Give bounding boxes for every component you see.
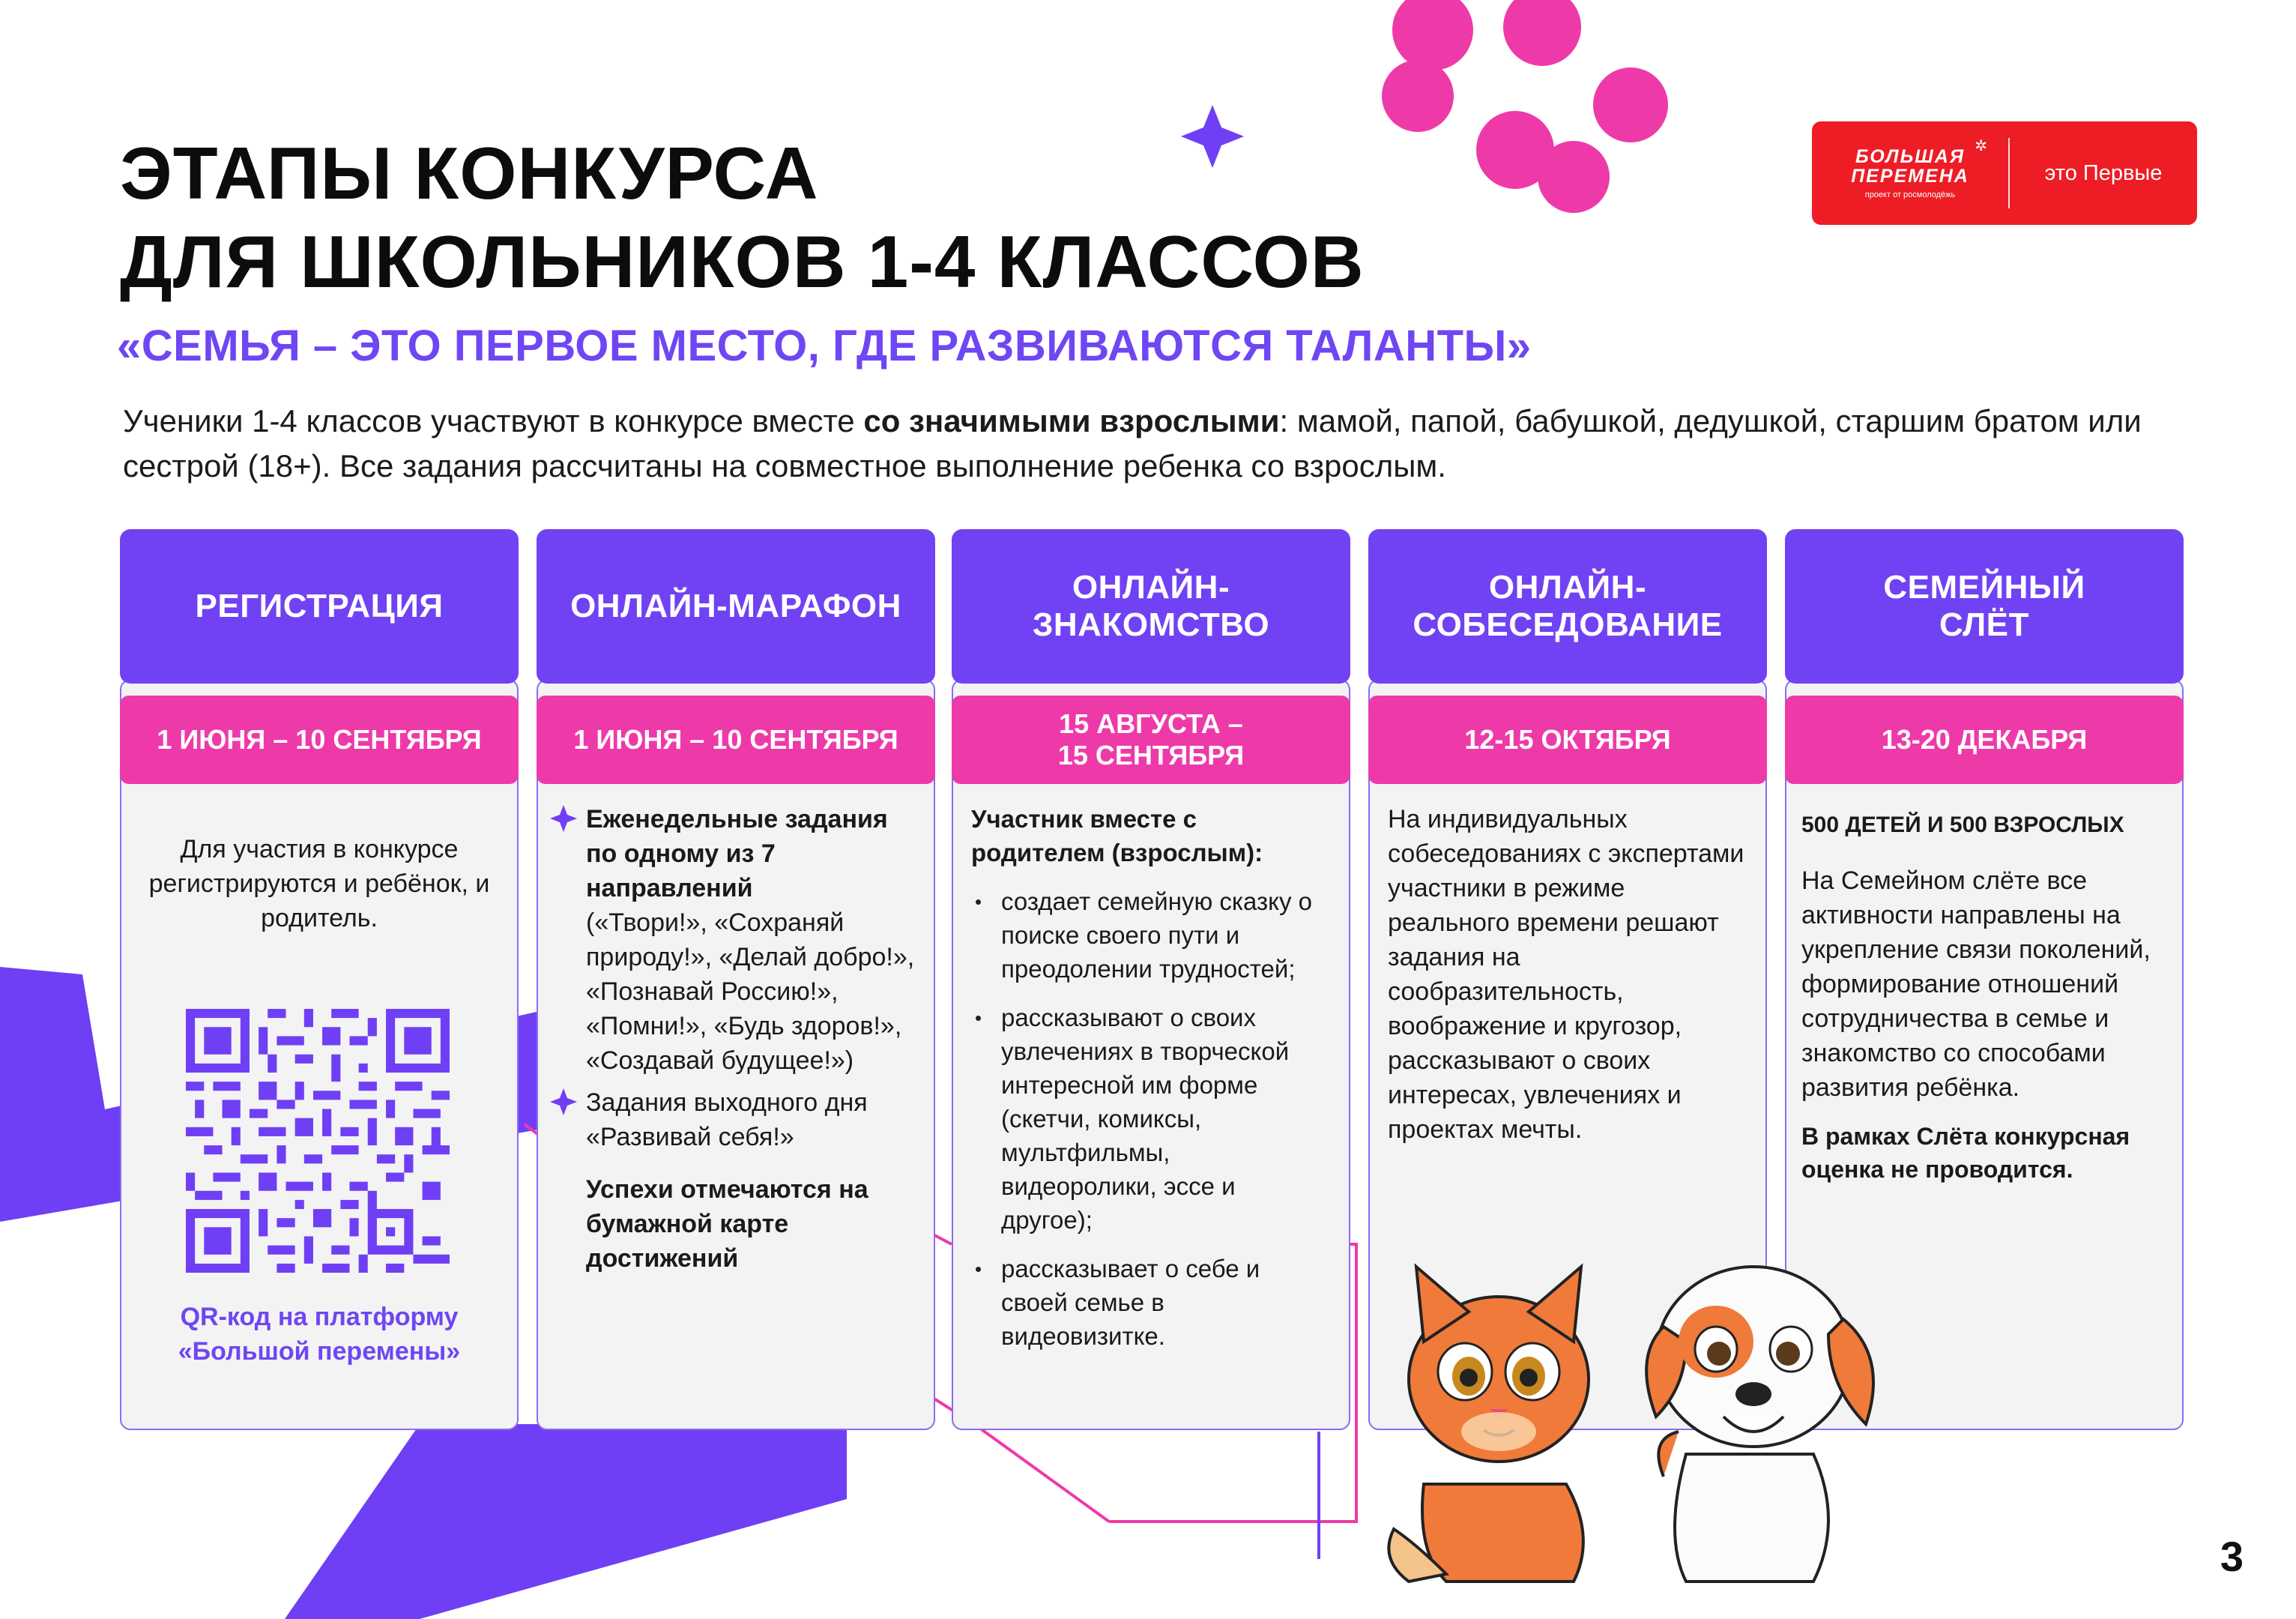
dog-icon xyxy=(1646,1267,1873,1582)
card-date: 13-20 ДЕКАБРЯ xyxy=(1785,696,2184,784)
card-header xyxy=(1785,529,2184,684)
card-lead: Участник вместе с родителем (взрослым): xyxy=(971,805,1263,866)
bullet-bold: Еженедельные задания по одному из 7 направлений xyxy=(586,805,888,902)
title-line-2: ДЛЯ ШКОЛЬНИКОВ 1-4 КЛАССОВ xyxy=(120,220,1365,303)
bullet-item xyxy=(552,1085,916,1154)
stage-card-online-acquaintance xyxy=(952,529,1350,1430)
logo-sparkle-icon: ✲ xyxy=(1975,138,1987,154)
card-header xyxy=(1368,529,1767,684)
star-bullet-icon xyxy=(549,1087,578,1117)
intro-bold: со значимыми взрослыми xyxy=(863,403,1280,438)
bullet-text: («Твори!», «Сохраняй природу!», «Делай добро!», «Познавай Россию!», «Помни!», «Будь здоров!», «Создавай будущее!») xyxy=(586,908,915,1075)
card-date xyxy=(952,696,1350,784)
intro-text xyxy=(123,399,2221,489)
card-text xyxy=(952,802,1350,1368)
title-line-1: ЭТАПЫ КОНКУРСА xyxy=(120,132,819,214)
stage-card-registration xyxy=(120,529,519,1430)
card-header xyxy=(952,529,1350,684)
item-list xyxy=(971,884,1331,1353)
card-date-line-2: 15 СЕНТЯБРЯ xyxy=(1057,740,1245,771)
purple-band-lower xyxy=(285,1424,847,1619)
card-footer: В рамках Слёта конкурсная оценка не проводится. xyxy=(1801,1123,2130,1183)
card-text xyxy=(1785,808,2184,1186)
cat-icon xyxy=(1389,1267,1589,1582)
intro-part-2: : мамой, папой, бабушкой, дедушкой, старшим братом или сестрой (18+). Все задания рассчитаны на совместное выполнение ребенка со взрослым. xyxy=(123,403,2142,483)
bullet-item xyxy=(552,802,916,1078)
card-text: Для участия в конкурсе регистрируются и ребёнок, и родитель. xyxy=(148,835,490,932)
card-header: ОНЛАЙН-МАРАФОН xyxy=(537,529,935,684)
page-title xyxy=(120,129,1365,306)
qr-caption-line-2: «Большой перемены» xyxy=(178,1337,461,1366)
list-item: рассказывают о своих увлечениях в творческой интересной им форме (скетчи, комиксы, мультфильмы, видеоролики, эссе и другое); xyxy=(971,1001,1331,1237)
list-item: рассказывает о себе и своей семье в видеовизитке. xyxy=(971,1252,1331,1353)
intro-part-1: Ученики 1-4 классов участвуют в конкурсе вместе xyxy=(123,403,864,438)
card-footer: Успехи отмечаются на бумажной карте достижений xyxy=(586,1175,868,1273)
card-header-line-1: СЕМЕЙНЫЙ xyxy=(1883,569,2085,606)
card-header-line-1: ОНЛАЙН- xyxy=(1488,569,1647,606)
brand-tagline: это Первые xyxy=(2044,160,2163,185)
card-date: 1 ИЮНЯ – 10 СЕНТЯБРЯ xyxy=(537,696,935,784)
card-header-line-2: СОБЕСЕДОВАНИЕ xyxy=(1413,606,1723,643)
qr-caption-line-1: QR-код на платформу xyxy=(180,1303,459,1331)
star-bullet-icon xyxy=(549,804,578,833)
card-header-line-2: ЗНАКОМСТВО xyxy=(1032,606,1270,643)
brand-small: проект от росмолодёжь xyxy=(1864,190,1956,199)
card-header: РЕГИСТРАЦИЯ xyxy=(120,529,519,684)
card-date: 1 ИЮНЯ – 10 СЕНТЯБРЯ xyxy=(120,696,519,784)
card-header-line-1: ОНЛАЙН- xyxy=(1072,569,1230,606)
card-date: 12-15 ОКТЯБРЯ xyxy=(1368,696,1767,784)
cat-and-dog-illustration xyxy=(1364,1207,1963,1597)
qr-caption xyxy=(120,1300,519,1369)
stage-card-online-marathon xyxy=(537,529,935,1430)
card-header-line-2: СЛЁТ xyxy=(1939,606,2029,643)
card-text xyxy=(537,802,935,1276)
card-text: На индивидуальных собеседованиях с экспертами участники в режиме реального времени решают задания на сообразительность, воображение и кругозор, рассказывают о своих интересах, увлечениях и проектах мечты. xyxy=(1388,805,1744,1144)
card-paragraph: На Семейном слёте все активности направлены на укрепление связи поколений, формирование отношений сотрудничества в семье и знакомство со способами развития ребёнка. xyxy=(1801,866,2151,1102)
brand-line-1: БОЛЬШАЯ xyxy=(1855,146,1966,167)
page-number: 3 xyxy=(2220,1533,2244,1580)
brand-logo[interactable] xyxy=(1812,121,2197,225)
card-lead: 500 ДЕТЕЙ И 500 ВЗРОСЛЫХ xyxy=(1801,812,2124,837)
subtitle: «СЕМЬЯ – ЭТО ПЕРВОЕ МЕСТО, ГДЕ РАЗВИВАЮТСЯ ТАЛАНТЫ» xyxy=(117,322,1532,370)
brand-wordmark xyxy=(1812,121,2008,225)
card-date-line-1: 15 АВГУСТА – xyxy=(1059,708,1243,739)
brand-line-2: ПЕРЕМЕНА xyxy=(1851,166,1969,187)
bullet-text: Задания выходного дня «Развивай себя!» xyxy=(586,1088,868,1151)
list-item: создает семейную сказку о поиске своего пути и преодолении трудностей; xyxy=(971,884,1331,986)
qr-code[interactable] xyxy=(186,1009,450,1273)
